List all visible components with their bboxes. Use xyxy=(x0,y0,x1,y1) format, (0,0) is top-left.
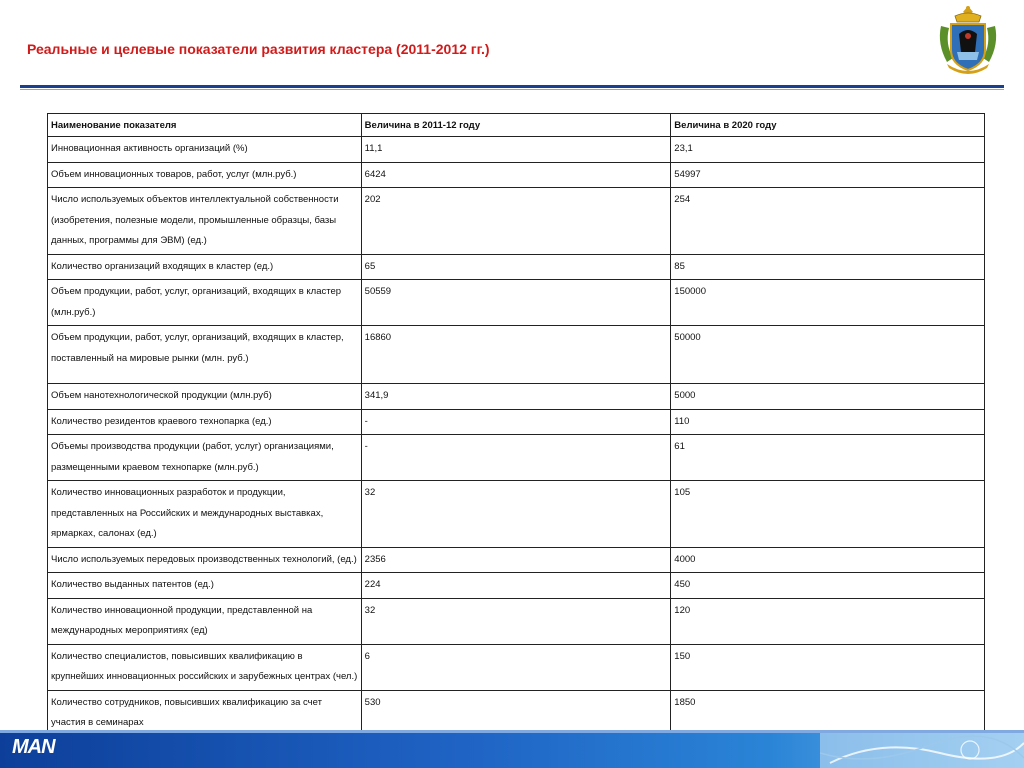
indicator-name: Количество инновационных разработок и продукции, представленных на Российских и международных выставках, ярмарках, салонах (ед.) xyxy=(48,481,362,548)
value-2011-12: - xyxy=(361,435,671,481)
value-2011-12: 530 xyxy=(361,690,671,736)
table-header-row xyxy=(48,114,985,137)
value-2011-12: 2356 xyxy=(361,547,671,573)
table-row xyxy=(48,409,985,435)
value-2011-12: 202 xyxy=(361,188,671,255)
table-row xyxy=(48,280,985,326)
value-2020: 450 xyxy=(671,573,985,599)
value-2020: 61 xyxy=(671,435,985,481)
table-row xyxy=(48,547,985,573)
value-2011-12: 32 xyxy=(361,598,671,644)
title-divider-thin xyxy=(20,89,1004,90)
footer-logo: MAN xyxy=(12,736,55,758)
table-row xyxy=(48,254,985,280)
value-2020: 254 xyxy=(671,188,985,255)
indicator-name: Число используемых передовых производственных технологий, (ед.) xyxy=(48,547,362,573)
indicator-name: Количество выданных патентов (ед.) xyxy=(48,573,362,599)
value-2020: 105 xyxy=(671,481,985,548)
indicator-name: Количество инновационной продукции, представленной на международных мероприятиях (ед) xyxy=(48,598,362,644)
indicator-name: Объем продукции, работ, услуг, организаций, входящих в кластер (млн.руб.) xyxy=(48,280,362,326)
header-value-2020: Величина в 2020 году xyxy=(671,114,985,137)
header-value-2011-12: Величина в 2011-12 году xyxy=(361,114,671,137)
indicator-name: Количество сотрудников, повысивших квалификацию за счет участия в семинарах xyxy=(48,690,362,736)
value-2011-12: - xyxy=(361,409,671,435)
value-2011-12: 50559 xyxy=(361,280,671,326)
title-divider xyxy=(20,85,1004,88)
indicator-name: Объем нанотехнологической продукции (млн.руб) xyxy=(48,384,362,410)
indicator-name: Объемы производства продукции (работ, услуг) организациями, размещенными краевом технопарке (млн.руб.) xyxy=(48,435,362,481)
slide-title: Реальные и целевые показатели развития кластера (2011-2012 гг.) xyxy=(27,41,490,57)
indicator-name: Количество организаций входящих в кластер (ед.) xyxy=(48,254,362,280)
table-row xyxy=(48,598,985,644)
table-row xyxy=(48,162,985,188)
coat-of-arms-icon xyxy=(933,4,1003,78)
table-row xyxy=(48,435,985,481)
value-2020: 1850 xyxy=(671,690,985,736)
value-2011-12: 6424 xyxy=(361,162,671,188)
table-row xyxy=(48,188,985,255)
value-2020: 54997 xyxy=(671,162,985,188)
table-row xyxy=(48,573,985,599)
value-2020: 23,1 xyxy=(671,137,985,163)
indicator-name: Инновационная активность организаций (%) xyxy=(48,137,362,163)
table-row xyxy=(48,481,985,548)
value-2020: 4000 xyxy=(671,547,985,573)
indicators-table xyxy=(47,113,985,737)
indicator-name: Число используемых объектов интеллектуальной собственности (изобретения, полезные модели, промышленные образцы, базы данных, программы для ЭВМ) (ед.) xyxy=(48,188,362,255)
footer-decoration-graphic xyxy=(820,733,1024,768)
indicator-name: Количество специалистов, повысивших квалификацию в крупнейших инновационных российских и зарубежных центрах (чел.) xyxy=(48,644,362,690)
header-indicator-name: Наименование показателя xyxy=(48,114,362,137)
value-2011-12: 65 xyxy=(361,254,671,280)
value-2020: 110 xyxy=(671,409,985,435)
value-2011-12: 16860 xyxy=(361,326,671,384)
table-row xyxy=(48,137,985,163)
value-2011-12: 11,1 xyxy=(361,137,671,163)
table-row xyxy=(48,326,985,384)
table-row xyxy=(48,644,985,690)
value-2020: 5000 xyxy=(671,384,985,410)
indicator-name: Объем продукции, работ, услуг, организаций, входящих в кластер, поставленный на мировые рынки (млн. руб.) xyxy=(48,326,362,384)
table-row xyxy=(48,384,985,410)
value-2020: 150000 xyxy=(671,280,985,326)
value-2020: 50000 xyxy=(671,326,985,384)
value-2011-12: 224 xyxy=(361,573,671,599)
value-2020: 120 xyxy=(671,598,985,644)
value-2011-12: 32 xyxy=(361,481,671,548)
indicator-name: Объем инновационных товаров, работ, услуг (млн.руб.) xyxy=(48,162,362,188)
value-2020: 150 xyxy=(671,644,985,690)
value-2011-12: 6 xyxy=(361,644,671,690)
indicator-name: Количество резидентов краевого технопарка (ед.) xyxy=(48,409,362,435)
value-2011-12: 341,9 xyxy=(361,384,671,410)
value-2020: 85 xyxy=(671,254,985,280)
